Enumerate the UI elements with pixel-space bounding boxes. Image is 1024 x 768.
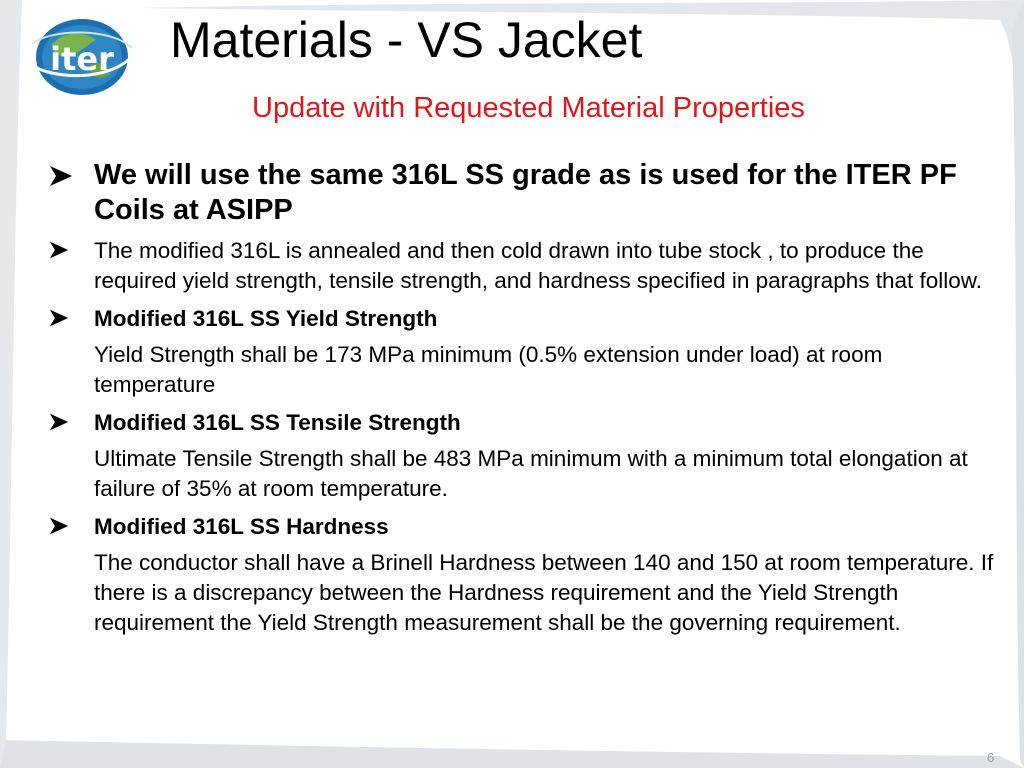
slide-subtitle: Update with Requested Material Properties [252,92,805,124]
arrow-bullet-icon [48,240,70,260]
page-number: 6 [987,750,995,765]
yield-strength-text: Yield Strength shall be 173 MPa minimum (0.5% extension under load) at room temperature [94,342,883,397]
arrow-bullet-icon [48,308,70,328]
bullet-list [48,150,998,638]
bullet-lead [48,158,998,228]
arrow-bullet-icon [48,412,70,432]
tensile-strength-text: Ultimate Tensile Strength shall be 483 MPa minimum with a minimum total elongation at failure of 35% at room temperature. [94,446,968,501]
tensile-strength-heading: Modified 316L SS Tensile Strength [94,410,461,435]
hardness-heading: Modified 316L SS Hardness [94,514,389,539]
arrow-bullet-icon [48,164,74,188]
iter-logo [22,14,140,100]
bullet-1 [48,236,998,296]
logo-text: iter [50,40,114,78]
bullet-2 [48,304,998,334]
bullet-1-text: The modified 316L is annealed and then cold drawn into tube stock , to produce the required yield strength, tensile strength, and hardness specified in paragraphs that follow. [94,238,983,293]
bullet-4 [48,512,998,542]
slide-title: Materials - VS Jacket [170,12,643,68]
arrow-bullet-icon [48,516,70,536]
hardness-text: The conductor shall have a Brinell Hardness between 140 and 150 at room temperature. If there is a discrepancy between the Hardness requirement and the Yield Strength requirement the Yield Strength measurement shall be the governing requirement. [94,550,994,635]
bullet-3 [48,408,998,438]
bullet-lead-text: We will use the same 316L SS grade as is used for the ITER PF Coils at ASIPP [94,159,957,226]
yield-strength-heading: Modified 316L SS Yield Strength [94,306,438,331]
